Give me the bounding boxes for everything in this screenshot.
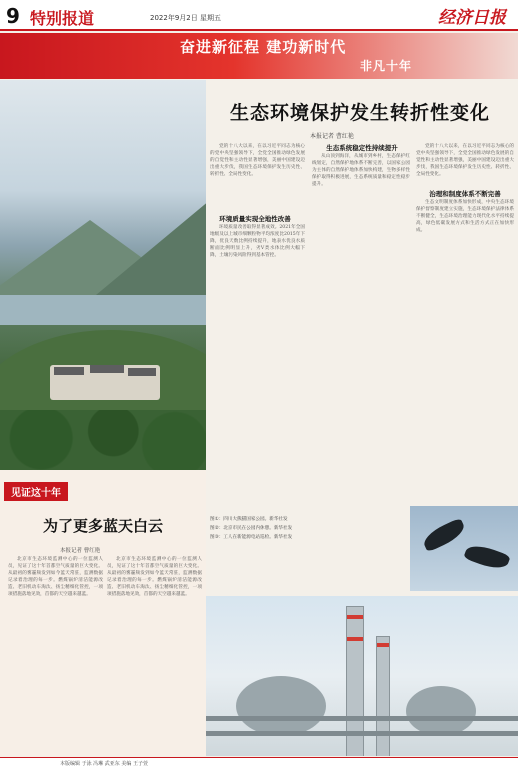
page-number: 9 [6, 4, 20, 28]
tank-shape [236, 676, 326, 736]
stripe [347, 637, 363, 641]
article-column-4 [416, 199, 514, 499]
paragraph: 从山顶到海洋，从城市到乡村，生态保护红线划定，自然保护地体系不断完善，以国家公园为主体的自然保护地体系加快构建，生物多样性保护取得积极进展，生态系统质量和稳定性稳步提升。 [312, 154, 410, 187]
newspaper-logo: 经济日报 [438, 8, 506, 28]
photo-captions [210, 516, 405, 543]
paragraph: 北京市生态环境监测中心的一位监测人员，见证了这十年首都空气质量的巨大变化。从最初的雾霾频发到如今蓝天常驻，监测数据记录着治理的每一步。燃煤锅炉清洁能源改造、老旧机动车淘汰、扬尘精细化管控，一项项措施落地见效，首都的天空越来越蓝。 [8, 557, 103, 597]
roof-shape [90, 365, 124, 373]
banner-slogan: 奋进新征程 建功新时代 [180, 38, 347, 56]
subhead-3: 治理和制度体系不断完善 [429, 190, 501, 198]
stripe [347, 615, 363, 619]
article-headline: 生态环境保护发生转折性变化 [229, 102, 490, 124]
page-header [0, 0, 518, 30]
power-plant-photo [206, 596, 518, 756]
sidebar-tag: 见证这十年 [4, 482, 68, 501]
article-column-1 [210, 143, 305, 213]
caption: 图①：四川大熊猫国家公园。新华社发 [210, 517, 288, 522]
caption: 图②：北京市民在公园内休憩。新华社发 [210, 526, 293, 531]
bird-shape [420, 518, 467, 553]
pipe-shape [206, 731, 518, 736]
article-column-3 [312, 153, 410, 498]
header-divider [0, 29, 518, 31]
sidebar-column-2 [107, 556, 202, 751]
article-column-4a [416, 143, 514, 187]
subhead-1: 环境质量实现全地性改善 [219, 215, 291, 223]
roof-shape [128, 368, 156, 376]
roof-shape [54, 367, 84, 375]
sidebar-byline: 本报记者 曹红艳 [60, 548, 101, 554]
article-column-2 [210, 224, 305, 459]
paragraph: 党的十八大以来，在以习近平同志为核心的党中央坚强领导下，全党全国推动绿色发展的自觉性和主动性显著增强，美丽中国建设迈出重大步伐，我国生态环境保护发生历史性、转折性、全局性变化。 [416, 144, 514, 177]
paragraph: 党的十八大以来，在以习近平同志为核心的党中央坚强领导下，全党全国推动绿色发展的自觉性和主动性显著增强，美丽中国建设迈出重大步伐，我国生态环境保护发生历史性、转折性、全局性变化。 [210, 144, 305, 177]
birds-photo [410, 506, 518, 591]
editor-credits: 本版编辑 于泳 冯琳 武亚东 美编 王子萱 [60, 761, 148, 767]
banner-subtitle: 非凡十年 [360, 59, 413, 73]
paragraph: 环境质量改善取得显著成效。2021年全国地级及以上城市细颗粒物平均浓度比2015年下降，优良天数比例持续提升，地表水优良水质断面比例明显上升，劣Ⅴ类水体比例大幅下降，土壤污染风险得到基本管控。 [210, 225, 305, 258]
trees-shape [0, 410, 206, 475]
stripe [377, 643, 389, 647]
paragraph: 生态文明制度体系加快形成，中央生态环境保护督察制度建立实施，生态环境保护法律体系不断健全，生态环境治理能力现代化水平持续提高，绿色低碳发展方式和生活方式正在加快形成。 [416, 200, 514, 233]
special-banner [0, 33, 518, 79]
paragraph: 北京市生态环境监测中心的一位监测人员，见证了这十年首都空气质量的巨大变化。从最初的雾霾频发到如今蓝天常驻，监测数据记录着治理的每一步。燃煤锅炉清洁能源改造、老旧机动车淘汰、扬尘精细化管控，一项项措施落地见效，首都的天空越来越蓝。 [107, 557, 202, 597]
article-byline: 本报记者 曹红艳 [310, 133, 354, 140]
tank-shape [406, 686, 476, 736]
sidebar-column-1 [8, 556, 103, 751]
village-shape [50, 365, 160, 400]
landscape-photo [0, 80, 206, 475]
bird-shape [463, 541, 511, 573]
mountain-shape [90, 200, 206, 300]
page-footer [0, 757, 518, 770]
sidebar-title: 为了更多蓝天白云 [42, 517, 163, 535]
subhead-2: 生态系统稳定性持续提升 [326, 144, 398, 152]
lake-shape [0, 295, 206, 325]
chimney-shape [376, 636, 390, 756]
section-title: 特别报道 [30, 9, 95, 28]
pipe-shape [206, 716, 518, 721]
issue-date: 2022年9月2日 星期五 [150, 14, 221, 22]
caption: 图③：工人在新能源电站巡检。新华社发 [210, 535, 293, 540]
